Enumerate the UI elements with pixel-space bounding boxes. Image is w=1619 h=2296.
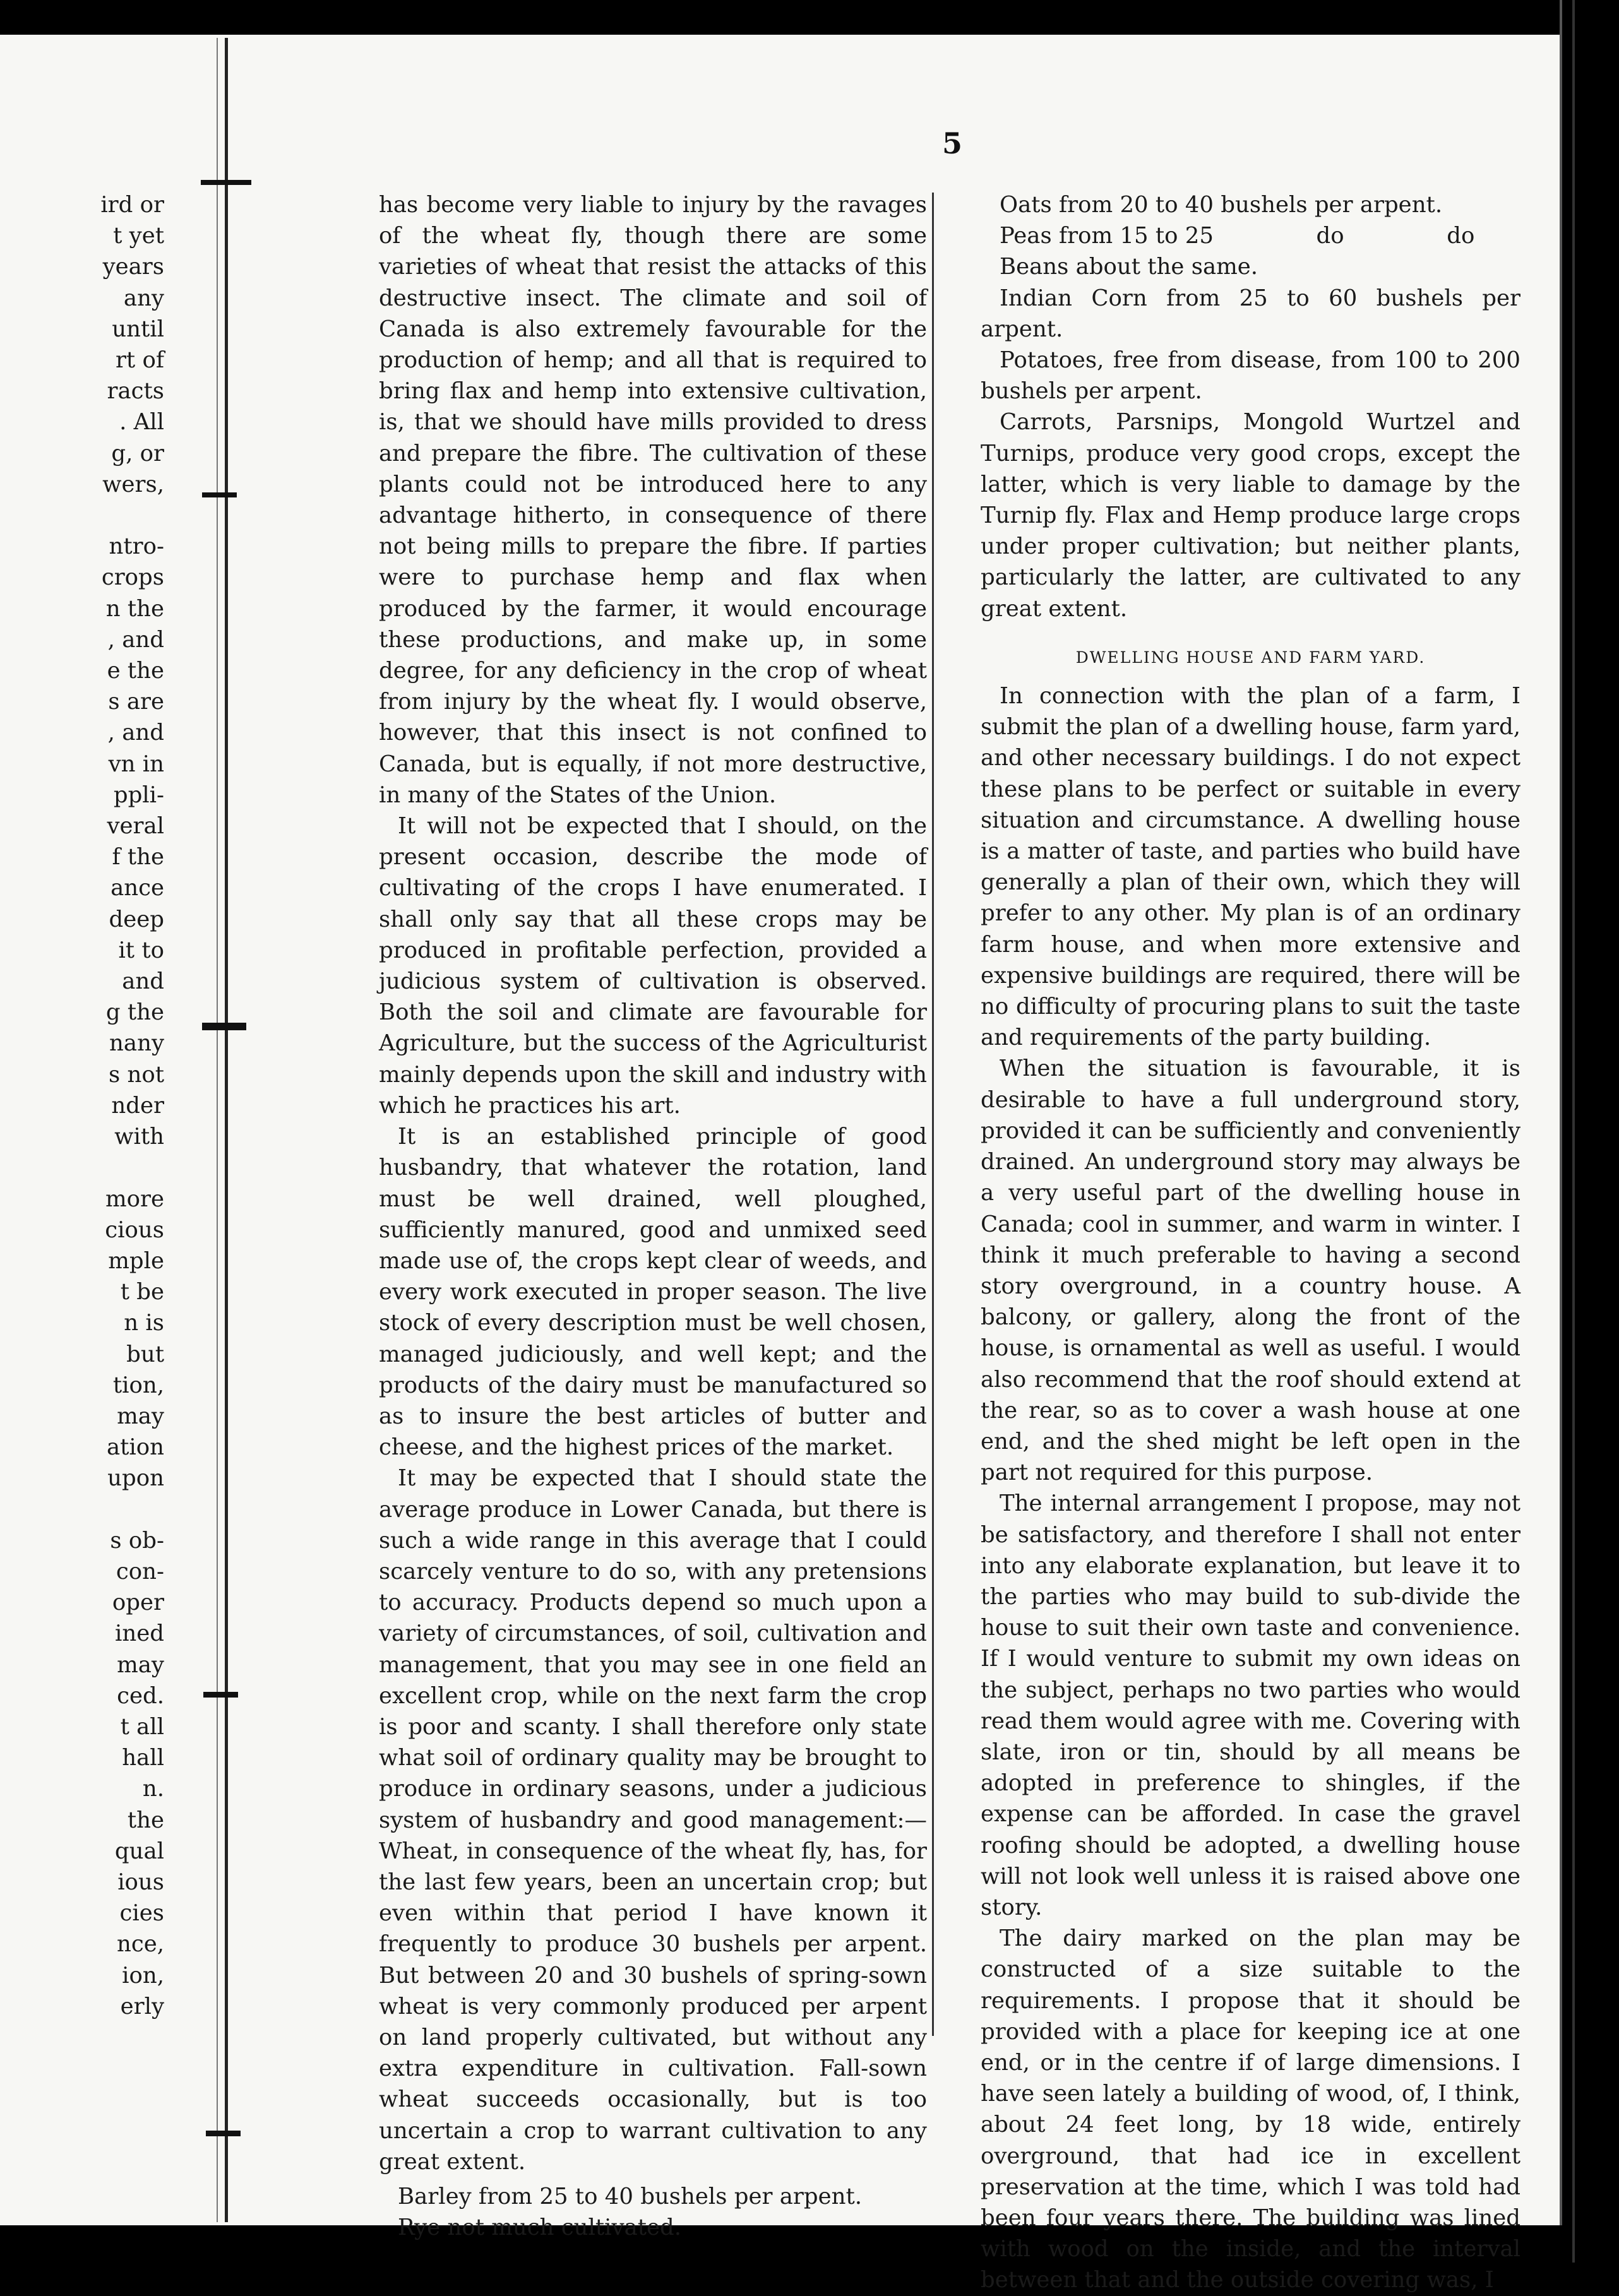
fragment-line: with: [114, 1124, 164, 1150]
fragment-line: more: [105, 1186, 164, 1212]
fragment-line: con-: [116, 1558, 164, 1585]
column-divider: [932, 193, 934, 2036]
fragment-line: f the: [112, 844, 164, 871]
previous-page-fragments: [0, 189, 189, 2022]
fragment-line: may: [117, 1651, 164, 1678]
page-edge: [1560, 0, 1562, 2225]
fragment-line: years: [102, 254, 164, 280]
paragraph: In connection with the plan of a farm, I submit the plan of a dwelling house, farm yard, and other necessary buildings. I do not expect these plans to be perfect or suitable in every situation and circumstance. A dwelling house is a matter of taste, and parties who build have generally a plan of their own, which they will prefer to any other. My plan is of an ordinary farm house, and when more extensive and expensive buildings are required, there will be no difficulty of procuring plans to suit the taste and requirements of the party building.: [981, 683, 1520, 1051]
left-column: [379, 189, 927, 2243]
paragraph: It is an established principle of good husbandry, that whatever the rotation, land must be well drained, well ploughed, sufficiently manured, good and unmixed seed made use of, the crops kept clear of weeds, and every work executed in proper season. The live stock of every description must be well chosen, managed judiciously, and well kept; and the products of the dairy must be manufactured so as to insure the best articles of butter and cheese, and the highest prices of the market.: [379, 1124, 927, 1461]
fragment-line: n.: [142, 1776, 164, 1802]
fragment-line: and: [122, 968, 164, 995]
binding-mark: [203, 1692, 238, 1698]
fragment-line: crops: [101, 564, 164, 591]
fragment-line: racts: [107, 378, 164, 405]
fragment-line: upon: [107, 1465, 164, 1492]
fragment-line: deep: [109, 906, 164, 932]
fragment-line: g the: [105, 999, 164, 1026]
fragment-line: . All: [119, 409, 164, 436]
fragment-line: t be: [120, 1279, 164, 1306]
fragment-line: [0, 1152, 164, 1183]
fragment-line: it to: [118, 937, 164, 963]
fragment-line: g, or: [111, 440, 164, 467]
fragment-line: s not: [108, 1061, 164, 1088]
page-number: 5: [941, 126, 962, 160]
fragment-line: nce,: [116, 1931, 164, 1958]
fragment-line: erly: [120, 1993, 164, 2019]
fragment-line: vn in: [108, 751, 164, 777]
fragment-line: ious: [117, 1869, 164, 1895]
fragment-line: ppli-: [113, 782, 164, 808]
fragment-line: [0, 500, 164, 531]
fragment-line: n is: [124, 1310, 164, 1336]
fragment-line: s are: [108, 689, 164, 715]
fragment-line: rt of: [115, 347, 164, 374]
paragraph: The dairy marked on the plan may be constructed of a size suitable to the requirements. I propose that it should be provided with a place for keeping ice at one end, or in the centre if of large dimensions. I have seen lately a building of wood, of, I think, about 24 feet long, by 18 wide, entirely overground, that had ice in excellent preservation at the time, which I was told had been four years there. The building was lined with wood on the inside, and the interval between that and the outside covering was, I: [981, 1925, 1520, 2293]
gutter-shadow: [217, 38, 218, 2222]
fragment-line: , and: [107, 626, 164, 653]
fragment-line: may: [117, 1403, 164, 1429]
paragraph: Oats from 20 to 40 bushels per arpent.: [1000, 192, 1443, 218]
paragraph: Barley from 25 to 40 bushels per arpent.: [398, 2184, 862, 2210]
section-heading: DWELLING HOUSE AND FARM YARD.: [1075, 648, 1426, 667]
fragment-line: , and: [107, 720, 164, 746]
fragment-line: ined: [115, 1621, 164, 1647]
binding-mark: [202, 1023, 246, 1030]
paragraph: It may be expected that I should state the average produce in Lower Canada, but there is such a wide range in this average that I could scarcely venture to do so, with any pretensions to accuracy. Products depend so much upon a variety of circumstances, of soil, cultivation and management, that you may see in one field an excellent crop, while on the next farm the crop is poor and scanty. I shall therefore only state what soil of ordinary quality may be brought to produce in ordinary seasons, under a judicious system of husbandry and good management:—Wheat, in consequence of the wheat fly, has, for the last few years, been an uncertain crop; but even within that period I have known it frequently to produce 30 bushels per arpent. But between 20 and 30 bushels of spring-sown wheat is very commonly produced per arpent on land properly cultivated, but without any extra expenditure in cultivation. Fall-sown wheat succeeds occasionally, but is too uncertain a crop to warrant cultivation to any great extent.: [379, 1465, 927, 2175]
paragraph: Rye not much cultivated.: [398, 2215, 682, 2241]
fragment-line: ced.: [117, 1682, 164, 1709]
fragment-line: tion,: [112, 1372, 164, 1398]
fragment-line: cies: [119, 1900, 164, 1927]
fragment-line: wers,: [102, 471, 164, 497]
fragment-line: the: [127, 1807, 164, 1833]
right-column: [981, 189, 1520, 2296]
ditto-mark: do: [1316, 223, 1344, 249]
fragment-line: n the: [105, 595, 164, 622]
fragment-line: ation: [106, 1434, 164, 1461]
fragment-line: ance: [111, 875, 164, 901]
paragraph: The internal arrangement I propose, may not be satisfactory, and therefore I shall not enter into any elaborate explanation, but leave it to the parties who may build to sub-divide the house to suit their own taste and convenience. If I would venture to submit my own ideas on the subject, perhaps no two parties who would read them would agree with me. Covering with slate, iron or tin, should by all means be adopted in preference to shingles, if the expense can be afforded. In case the gravel roofing should be adopted, a dwelling house will not look well unless it is raised above one story.: [981, 1490, 1520, 1920]
peas-line: Peas from 15 to 25: [1000, 223, 1214, 249]
fragment-line: nany: [109, 1030, 164, 1057]
fragment-line: cious: [105, 1216, 164, 1243]
fragment-line: s ob-: [110, 1527, 164, 1554]
fragment-line: any: [123, 285, 164, 311]
fragment-line: t all: [120, 1713, 164, 1740]
fragment-line: veral: [107, 813, 164, 840]
fragment-line: until: [112, 316, 164, 342]
paragraph: Potatoes, free from disease, from 100 to 200 bushels per arpent.: [981, 347, 1520, 405]
paragraph: Carrots, Parsnips, Mongold Wurtzel and Turnips, produce very good crops, except the latter, which is very liable to damage by the Turnip fly. Flax and Hemp produce large crops under proper cultivation; but neither plants, particularly the latter, are cultivated to any great extent.: [981, 409, 1520, 622]
fragment-line: hall: [122, 1745, 164, 1771]
page-edge-outer: [1572, 0, 1575, 2263]
fragment-line: e the: [107, 658, 164, 684]
fragment-line: ird or: [100, 192, 164, 218]
fragment-line: ntro-: [109, 533, 164, 560]
book-gutter: [225, 38, 228, 2222]
fragment-line: but: [126, 1341, 164, 1367]
fragment-line: nder: [111, 1092, 164, 1119]
paragraph: has become very liable to injury by the ravages of the wheat fly, though there are some varieties of wheat that resist the attacks of this destructive insect. The climate and soil of Canada is also extremely favourable for the production of hemp; and all that is required to bring flax and hemp into extensive cultivation, is, that we should have mills provided to dress and prepare the fibre. The cultivation of these plants could not be introduced here to any advantage hitherto, in consequence of there not being mills to prepare the fibre. If parties were to purchase hemp and flax when produced by the farmer, it would encourage these productions, and make up, in some degree, for any deficiency in the crop of wheat from injury by the wheat fly. I would observe, however, that this insect is not confined to Canada, but is equally, if not more destructive, in many of the States of the Union.: [379, 192, 927, 808]
paragraph: Beans about the same.: [1000, 254, 1258, 280]
binding-mark: [201, 180, 251, 185]
fragment-line: qual: [114, 1838, 164, 1864]
fragment-line: t yet: [113, 223, 164, 249]
binding-mark: [202, 492, 237, 497]
paragraph: Indian Corn from 25 to 60 bushels per arpent.: [981, 285, 1520, 342]
paragraph: When the situation is favourable, it is desirable to have a full underground story, provided it can be sufficiently and conveniently drained. An underground story may always be a very useful part of the dwelling house in Canada; cool in summer, and warm in winter. I think it much preferable to having a second story overground, in a country house. A balcony, or gallery, along the front of the house, is ornamental as well as useful. I would also recommend that the roof should extend at the rear, so as to cover a wash house at one end, and the shed might be left open in the part not required for this purpose.: [981, 1056, 1520, 1486]
paragraph: [981, 220, 1520, 251]
binding-mark: [206, 2131, 241, 2136]
fragment-line: oper: [112, 1590, 164, 1616]
fragment-line: mple: [108, 1247, 164, 1274]
fragment-line: [0, 1494, 164, 1525]
fragment-line: ion,: [122, 1962, 164, 1989]
paragraph: It will not be expected that I should, on the present occasion, describe the mode of cultivating of the crops I have enumerated. I shall only say that all these crops may be produced in profitable perfection, provided a judicious system of cultivation is observed. Both the soil and climate are favourable for Agriculture, but the success of the Agriculturist mainly depends upon the skill and industry with which he practices his art.: [379, 813, 927, 1119]
ditto-mark: do: [1447, 223, 1475, 249]
